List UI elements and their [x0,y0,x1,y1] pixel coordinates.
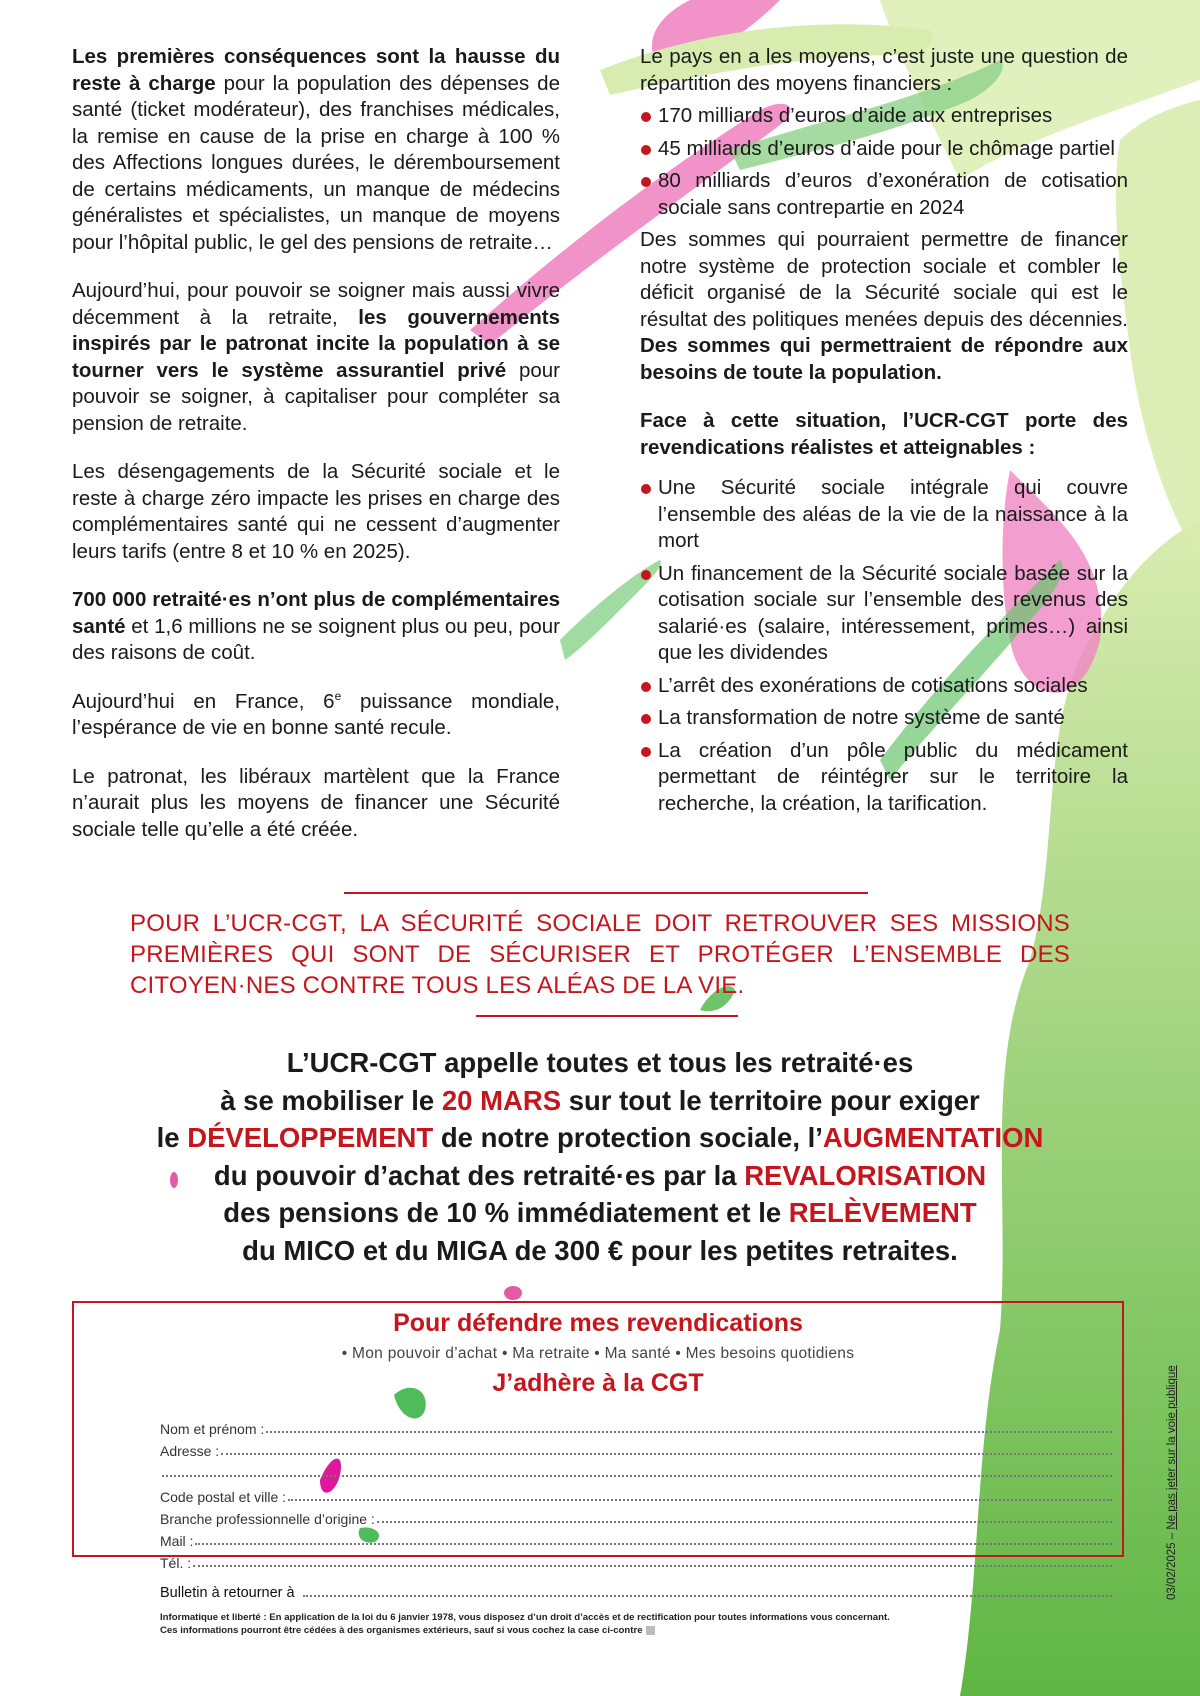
demands-list [640,475,1128,817]
paragraph-sums: Des sommes qui pourraient permettre de financer notre système de protection sociale et combler le déficit organisé de la Sécurité sociale qui est le résultat des politiques menées depuis des décennies. Des sommes qui permettraient de répondre aux besoins de toute la population. [640,228,1128,384]
branch-field[interactable] [160,1507,1112,1527]
return-address-label: Bulletin à retourner à [160,1585,295,1601]
divider-top [344,892,868,894]
divider-bottom [476,1015,738,1017]
form-join-heading: J’adhère à la CGT [492,1369,704,1397]
postal-city-field[interactable] [160,1485,1112,1505]
paragraph-means: Le pays en a les moyens, c’est juste une question de répartition des moyens financiers : [640,45,1128,95]
print-date: 03/02/2025 – [1166,1529,1178,1600]
address-line2-field[interactable] [160,1461,1112,1481]
call-line: le DÉVELOPPEMENT de notre protection sociale, l’AUGMENTATION [156,1122,1044,1153]
list-item: L’arrêt des exonérations de cotisations sociales [640,673,1128,700]
call-line: du MICO et du MIGA de 300 € pour les petites retraites. [242,1234,958,1266]
list-item: Une Sécurité sociale intégrale qui couvre l’ensemble des aléas de la vie de la naissance à la mort [640,475,1128,555]
paragraph-consequences: Les premières conséquences sont la hausse du reste à charge pour la population des dépenses de santé (ticket modérateur), des franchises médicales, la remise en cause de la prise en charge à 100 % des Affections longues durées, le déremboursement de certains médicaments, un manque de médecins généralistes et spécialistes, un manque de moyens pour l’hôpital public, le gel des pensions de retraite… [72,45,560,254]
mission-statement: POUR L’UCR-CGT, LA SÉCURITÉ SOCIALE DOIT RETROUVER SES MISSIONS PREMIÈRES QUI SONT DE SÉCURISER ET PROTÉGER L’ENSEMBLE DES CITOYEN·NES CONTRE TOUS LES ALÉAS DE LA VIE. [130,910,1070,999]
form-title: Pour défendre mes revendications [393,1309,803,1337]
funds-list [640,103,1128,221]
postal-city-label: Code postal et ville : [160,1489,287,1505]
opt-out-checkbox[interactable] [646,1626,655,1635]
paragraph-life-expectancy: Aujourd’hui en France, 6e puissance mondiale, l’espérance de vie en bonne santé recule. [72,688,560,739]
mail-field[interactable] [160,1529,1112,1549]
branch-label: Branche professionnelle d’origine : [160,1511,375,1527]
membership-form [72,1301,1124,1636]
call-line: L’UCR-CGT appelle toutes et tous les retraité·es [286,1047,914,1078]
list-item: 80 milliards d’euros d’exonération de cotisation sociale sans contrepartie en 2024 [640,168,1128,221]
paragraph-complementary-health: Les désengagements de la Sécurité sociale et le reste à charge zéro impacte les prises en charge des complémentaires santé qui ne cessent d’augmenter leurs tarifs (entre 8 et 10 % en 2025). [72,460,560,563]
tel-field[interactable] [160,1551,1112,1571]
call-line: à se mobiliser le 20 MARS sur tout le territoire pour exiger [220,1084,980,1116]
legal-notice [160,1611,1100,1637]
return-address-field[interactable] [160,1581,1112,1601]
list-item: 170 milliards d’euros d’aide aux entreprises [640,103,1128,130]
litter-warning: Ne pas jeter sur la voie publique [1166,1365,1178,1530]
paragraph-employers: Le patronat, les libéraux martèlent que la France n’aurait plus les moyens de financer une Sécurité sociale telle qu’elle a été créée. [72,764,560,841]
list-item: La création d’un pôle public du médicament permettant de réintégrer sur le territoire la recherche, la création, la tarification. [640,738,1128,818]
address-field[interactable] [160,1439,1112,1459]
paragraph-retirees-without-coverage: 700 000 retraité·es n’ont plus de complémentaires santé et 1,6 millions ne se soignent plus ou peu, pour des raisons de coût. [72,588,560,664]
list-item: La transformation de notre système de santé [640,705,1128,732]
name-label: Nom et prénom : [160,1421,265,1437]
mail-label: Mail : [160,1533,194,1549]
call-line: des pensions de 10 % immédiatement et le RELÈVEMENT [223,1197,977,1228]
legal-line: Ces informations pourront être cédées à des organismes extérieurs, sauf si vous cochez la case ci-contre [160,1624,1100,1637]
tel-label: Tél. : [160,1555,192,1571]
call-line: du pouvoir d’achat des retraité·es par la REVALORISATION [213,1159,987,1191]
form-subtitle: • Mon pouvoir d’achat • Ma retraite • Ma santé • Mes besoins quotidiens [341,1345,855,1362]
name-field[interactable] [160,1417,1112,1437]
paragraph-demands-intro: Face à cette situation, l’UCR-CGT porte des revendications réalistes et atteignables : [640,409,1128,459]
address-label: Adresse : [160,1443,220,1459]
list-item: 45 milliards d’euros d’aide pour le chômage partiel [640,136,1128,163]
mobilisation-call [80,1044,1120,1269]
right-column [640,44,1128,823]
side-note [1166,1365,1178,1600]
left-column [72,44,560,865]
list-item: Un financement de la Sécurité sociale basée sur la cotisation sociale sur l’ensemble des revenus des salarié·es (salaire, intéressement, primes…) ainsi que les dividendes [640,561,1128,667]
legal-line: Informatique et liberté : En application de la loi du 6 janvier 1978, vous disposez d’un droit d’accès et de rectification pour toutes informations vous concernant. [160,1612,890,1623]
paragraph-private-insurance: Aujourd’hui, pour pouvoir se soigner mais aussi vivre décemment à la retraite, les gouvernements inspirés par le patronat incite la population à se tourner vers le système assurantiel privé pour pouvoir se soigner, à capitaliser pour compléter sa pension de retraite. [72,279,561,435]
